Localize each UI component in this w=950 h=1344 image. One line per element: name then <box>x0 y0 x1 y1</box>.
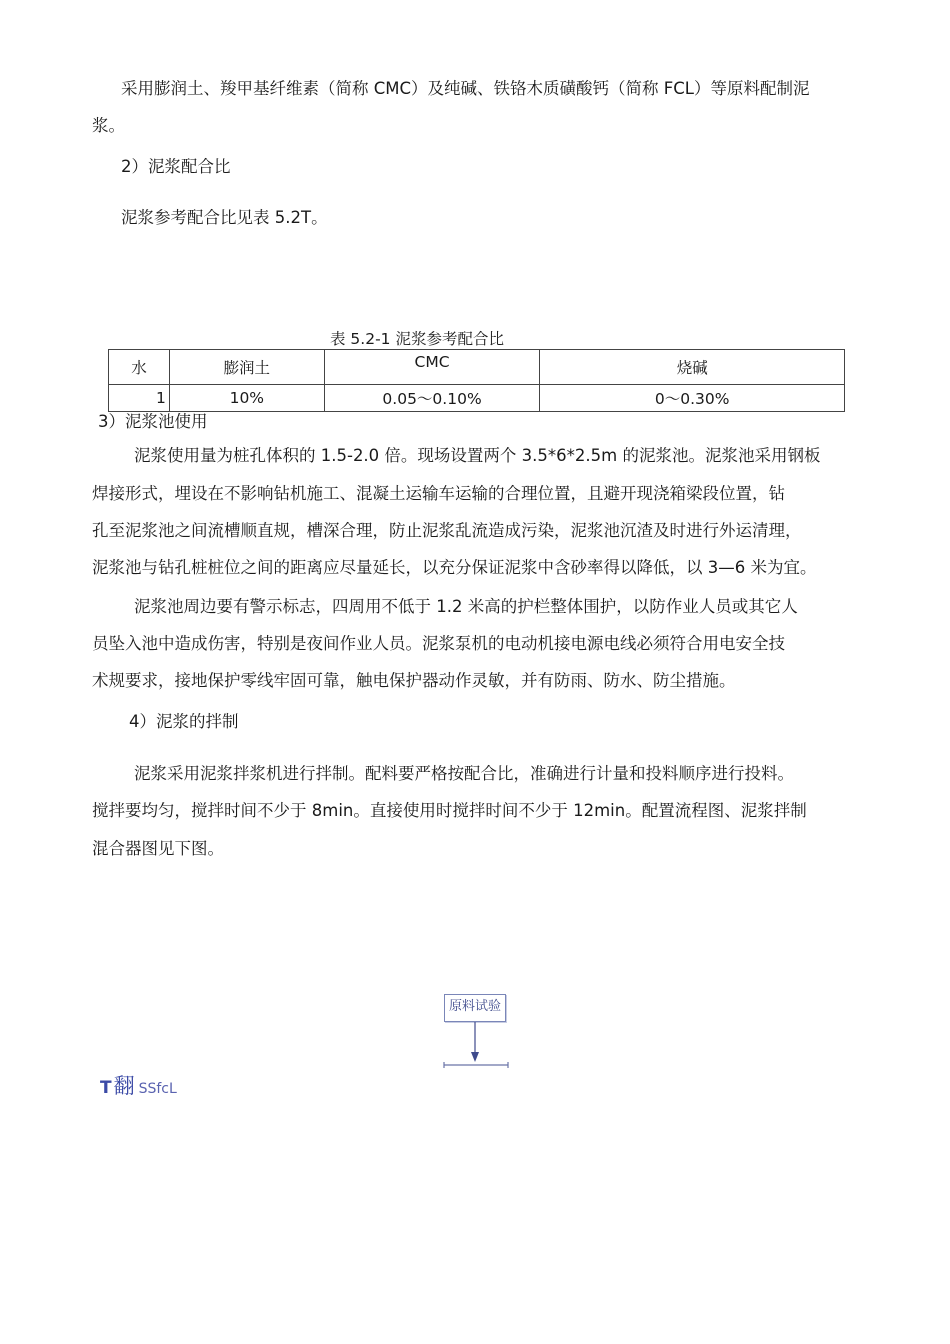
section-heading-4: 4）泥浆的拌制 <box>129 712 239 731</box>
paragraph-5-line-1: 泥浆采用泥浆拌浆机进行拌制。配料要严格按配合比，准确进行计量和投料顺序进行投料。 <box>134 764 794 783</box>
paragraph-3-line-3: 孔至泥浆池之间流槽顺直规，槽深合理，防止泥浆乱流造成污染，泥浆池沉渣及时进行外运清理， <box>92 521 802 540</box>
paragraph-3-line-4: 泥浆池与钻孔桩桩位之间的距离应尽量延长，以充分保证泥浆中含砂率得以降低，以 3—6 米为宜。 <box>92 558 817 577</box>
paragraph-4-line-3: 术规要求，接地保护零线牢固可靠，触电保护器动作灵敏，并有防雨、防水、防尘措施。 <box>92 671 736 690</box>
section-heading-3: 3）泥浆池使用 <box>98 412 208 431</box>
table-header-cell: CMC <box>324 350 540 385</box>
table-cell: 0.05〜0.10% <box>324 385 540 412</box>
mix-ratio-table <box>108 349 845 412</box>
fragment-text-3: SSfcL <box>138 1081 177 1097</box>
table-header-cell: 膨润土 <box>169 350 324 385</box>
paragraph-1-line-1: 采用膨润土、羧甲基纤维素（简称 CMC）及纯碱、铁铬木质磺酸钙（简称 FCL）等原料配制泥 <box>121 79 810 98</box>
paragraph-5-line-3: 混合器图见下图。 <box>92 839 224 858</box>
table-row <box>109 385 845 412</box>
diagram-fragment-label <box>100 1070 177 1100</box>
table-header-row <box>109 350 845 385</box>
table-header-cell: 烧碱 <box>540 350 845 385</box>
section-heading-2: 2）泥浆配合比 <box>121 157 231 176</box>
flowchart-connector <box>440 1022 512 1068</box>
paragraph-5-line-2: 搅拌要均匀，搅拌时间不少于 8min。直接使用时搅拌时间不少于 12min。配置流程图、泥浆拌制 <box>92 801 807 820</box>
paragraph-3-line-2: 焊接形式，埋设在不影响钻机施工、混凝土运输车运输的合理位置，且避开现浇箱梁段位置，钻 <box>92 484 785 503</box>
table-cell: 10% <box>169 385 324 412</box>
table-cell: 0〜0.30% <box>540 385 845 412</box>
flowchart-arrow-head <box>471 1052 479 1062</box>
flowchart-box-raw-material-test: 原料试验 <box>444 994 506 1022</box>
fragment-text-2: 翻 <box>113 1074 135 1098</box>
table-caption: 表 5.2-1 泥浆参考配合比 <box>330 330 504 348</box>
paragraph-1-line-2: 浆。 <box>92 116 125 135</box>
paragraph-2: 泥浆参考配合比见表 5.2T。 <box>121 208 328 227</box>
paragraph-4-line-1: 泥浆池周边要有警示标志，四周用不低于 1.2 米高的护栏整体围护，以防作业人员或其它人 <box>134 597 798 616</box>
paragraph-4-line-2: 员坠入池中造成伤害，特别是夜间作业人员。泥浆泵机的电动机接电源电线必须符合用电安全技 <box>92 634 785 653</box>
table-header-cell: 水 <box>109 350 170 385</box>
table-cell: 1 <box>109 385 170 412</box>
fragment-text-1: T <box>100 1078 112 1098</box>
paragraph-3-line-1: 泥浆使用量为桩孔体积的 1.5-2.0 倍。现场设置两个 3.5*6*2.5m 的泥浆池。泥浆池采用钢板 <box>134 446 821 465</box>
